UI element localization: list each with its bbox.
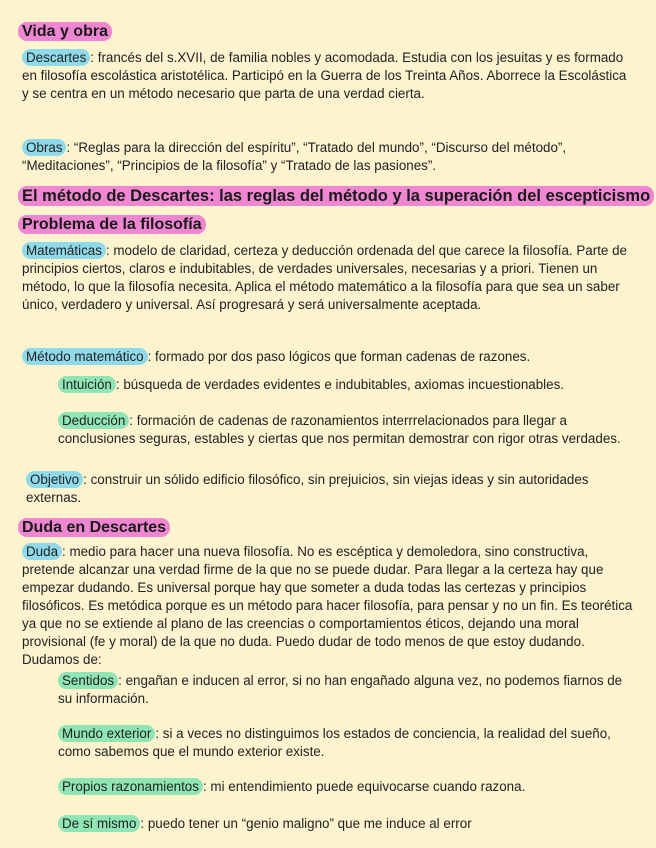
deduccion-text: : formación de cadenas de razonamientos interrrelacionados para llegar a conclusiones seguras, estables y ciertas que nos permitan demostrar con rigor otras verdades. (58, 413, 621, 446)
metodo-heading-block (18, 187, 654, 206)
sentidos-paragraph (58, 672, 634, 708)
deduccion-paragraph (58, 412, 634, 448)
duda-paragraph (22, 543, 634, 669)
obras-paragraph (22, 139, 634, 175)
problema-heading: Problema de la filosofía (18, 215, 206, 234)
deduccion-label: Deducción (58, 412, 129, 429)
metodo-matematico-paragraph (22, 348, 634, 366)
sentidos-label: Sentidos (58, 672, 118, 689)
descartes-paragraph (22, 49, 634, 103)
duda-heading: Duda en Descartes (18, 518, 170, 537)
intuicion-label: Intuición (58, 376, 116, 393)
matematicas-label: Matemáticas (22, 242, 106, 259)
metodo-heading: El método de Descartes: las reglas del método y la superación del escepticismo (18, 186, 654, 206)
de-si-mismo-paragraph (58, 815, 634, 833)
sentidos-text: : engañan e inducen al error, si no han engañado alguna vez, no podemos fiarnos de su información. (58, 673, 623, 706)
duda-label: Duda (22, 543, 62, 560)
matematicas-paragraph (22, 242, 634, 314)
de-si-mismo-label: De sí mismo (58, 815, 140, 832)
objetivo-paragraph (26, 471, 634, 507)
obras-label: Obras (22, 139, 66, 156)
descartes-text: : francés del s.XVII, de familia nobles y acomodada. Estudia con los jesuitas y es formado en filosofía escolástica aristotélica. Participó en la Guerra de los Treinta Años. Aborrece la Escolástica y se centra en un método necesario que parta de una verdad cierta. (22, 50, 627, 101)
de-si-mismo-text: : puedo tener un “genio maligno” que me induce al error (140, 816, 472, 831)
intuicion-text: : búsqueda de verdades evidentes e indubitables, axiomas incuestionables. (115, 377, 565, 392)
intuicion-paragraph (58, 376, 634, 394)
razonamientos-label: Propios razonamientos (58, 778, 203, 795)
metodo-matematico-text: : formado por dos paso lógicos que forman cadenas de razones. (147, 349, 531, 364)
duda-text: : medio para hacer una nueva filosofía. No es escéptica y demoledora, sino constructiva, pretende alcanzar una verdad firme de la que no se puede dudar. Para llegar a la certeza hay que empezar dudando. Es universal porque hay que someter a duda todas las certezas y principios filosóficos. Es metódica porque es un método para hacer filosofía, para pensar y no un fin. Es teorética ya que no se extiende al plano de las creencias o comportamientos éticos, dejando una moral provisional (fe y moral) de la que no duda. Puedo dudar de todo menos de que estoy dudando. Dudamos de: (22, 544, 633, 667)
obras-text: : “Reglas para la dirección del espíritu”, “Tratado del mundo”, “Discurso del método”, “Meditaciones”, “Principios de la filosofía” y “Tratado de las pasiones”. (22, 140, 567, 173)
razonamientos-paragraph (58, 778, 634, 796)
vida-heading: Vida y obra (18, 22, 112, 41)
descartes-label: Descartes (22, 49, 90, 66)
razonamientos-text: : mi entendimiento puede equivocarse cuando razona. (202, 779, 526, 794)
objetivo-label: Objetivo (26, 471, 83, 488)
metodo-matematico-label: Método matemático (22, 348, 148, 365)
problema-heading-block (18, 216, 206, 234)
objetivo-text: : construir un sólido edificio filosófico, sin prejuicios, sin viejas ideas y sin autoridades externas. (26, 472, 589, 505)
mundo-exterior-label: Mundo exterior (58, 725, 155, 742)
mundo-exterior-text: : si a veces no distinguimos los estados de conciencia, la realidad del sueño, como sabemos que el mundo exterior existe. (58, 726, 611, 759)
duda-heading-block (18, 519, 170, 537)
mundo-exterior-paragraph (58, 725, 634, 761)
vida-heading-block (18, 23, 112, 41)
matematicas-text: : modelo de claridad, certeza y deducción ordenada del que carece la filosofía. Parte de principios ciertos, claros e indubitables, de verdades universales, necesarias y a priori. Tienen un método, lo que la filosofía necesita. Aplica el método matemático a la filosofía para que sea un saber único, verdadero y universal. Así progresará y será universalmente aceptada. (22, 243, 627, 312)
